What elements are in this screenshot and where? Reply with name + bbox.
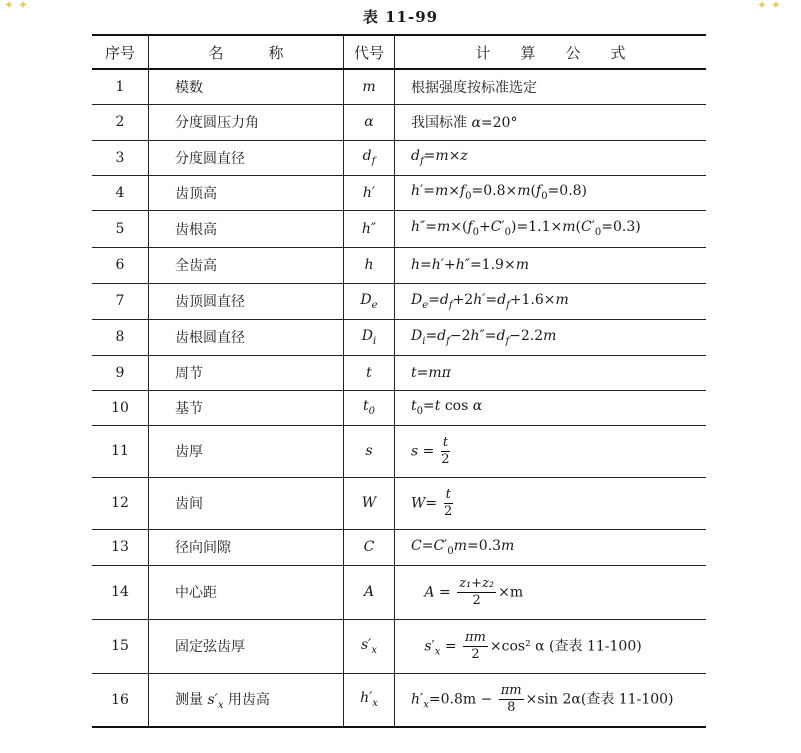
row-formula: t=mπ xyxy=(395,355,707,390)
row-formula: $h'_x=0.8m$ − $\frac{\pi m}{8}$ ×sin 2α(查表 11-100) xyxy=(395,673,707,727)
row-name: 齿根圆直径 xyxy=(149,319,344,355)
row-formula: $D_i=d_f-2h''=d_f-2.2m$ xyxy=(395,319,707,355)
table-row xyxy=(92,619,706,673)
row-code: $s'_x$ xyxy=(344,619,395,673)
header-no: 序号 xyxy=(92,35,149,69)
row-name: 齿根高 xyxy=(149,210,344,247)
table-row xyxy=(92,355,706,390)
table-row xyxy=(92,565,706,619)
row-code: W xyxy=(344,477,395,529)
table-row xyxy=(92,529,706,565)
row-name: 齿厚 xyxy=(149,425,344,477)
fraction: $\frac{\pi m}{8}$ xyxy=(500,683,522,716)
corner-mark-right: ✦ ✦ xyxy=(757,0,781,12)
header-formula: 计 算 公 式 xyxy=(395,35,707,69)
row-name: 齿顶高 xyxy=(149,175,344,210)
table-row xyxy=(92,104,706,140)
row-no: 8 xyxy=(92,319,149,355)
row-no: 11 xyxy=(92,425,149,477)
row-name: 径向间隙 xyxy=(149,529,344,565)
row-formula: 根据强度按标准选定 xyxy=(395,69,707,104)
table-row xyxy=(92,319,706,355)
row-name: 周节 xyxy=(149,355,344,390)
row-code: $h'_x$ xyxy=(344,673,395,727)
row-no: 15 xyxy=(92,619,149,673)
row-name: 模数 xyxy=(149,69,344,104)
row-code: $d_f$ xyxy=(344,140,395,175)
table-title: 表 11-99 xyxy=(362,8,439,26)
table-row xyxy=(92,175,706,210)
row-formula: 我国标准 α=20° xyxy=(395,104,707,140)
row-no: 1 xyxy=(92,69,149,104)
row-no: 9 xyxy=(92,355,149,390)
row-name: 基节 xyxy=(149,390,344,425)
fraction: $\frac{t}{2}$ xyxy=(441,434,450,467)
row-no: 4 xyxy=(92,175,149,210)
row-no: 5 xyxy=(92,210,149,247)
header-code: 代号 xyxy=(344,35,395,69)
row-code: m xyxy=(344,69,395,104)
row-name: 分度圆直径 xyxy=(149,140,344,175)
row-code: h″ xyxy=(344,210,395,247)
row-formula: $D_e=d_f+2h'=d_f+1.6\times m$ xyxy=(395,283,707,319)
row-no: 3 xyxy=(92,140,149,175)
row-code: C xyxy=(344,529,395,565)
table-row xyxy=(92,673,706,727)
row-no: 6 xyxy=(92,247,149,283)
table-row xyxy=(92,210,706,247)
row-formula: $h'=m\times f_0=0.8\times m(f_0=0.8)$ xyxy=(395,175,707,210)
row-name: 齿间 xyxy=(149,477,344,529)
row-no: 10 xyxy=(92,390,149,425)
row-no: 14 xyxy=(92,565,149,619)
row-no: 16 xyxy=(92,673,149,727)
row-formula: $C=C'_0m=0.3m$ xyxy=(395,529,707,565)
row-code: A xyxy=(344,565,395,619)
row-name: 齿顶圆直径 xyxy=(149,283,344,319)
row-formula: h=h′+h″=1.9×m xyxy=(395,247,707,283)
table-row xyxy=(92,390,706,425)
row-code: h xyxy=(344,247,395,283)
row-code: α xyxy=(344,104,395,140)
row-name: 中心距 xyxy=(149,565,344,619)
row-formula: $d_f=m\times z$ xyxy=(395,140,707,175)
table-row xyxy=(92,477,706,529)
row-code: s xyxy=(344,425,395,477)
table-header-row xyxy=(92,35,706,69)
table-row xyxy=(92,140,706,175)
row-formula: $h''=m\times(f_0+C'_0)=1.1\times m(C'_0=0.3)$ xyxy=(395,210,707,247)
row-no: 2 xyxy=(92,104,149,140)
row-formula: $s'_x$ = $\frac{\pi m}{2}$ ×cos² α (查表 11-100) xyxy=(395,619,707,673)
fraction: $\frac{\text{z₁+z₂}}{2}$ xyxy=(459,575,495,608)
table-row xyxy=(92,69,706,104)
row-formula: A = $\frac{\text{z₁+z₂}}{2}$ ×m xyxy=(395,565,707,619)
table-row xyxy=(92,283,706,319)
row-name: 固定弦齿厚 xyxy=(149,619,344,673)
row-formula: $t_0=t$ cos α xyxy=(395,390,707,425)
row-name: 测量 $s'_x$ 用齿高 xyxy=(149,673,344,727)
row-formula: W= $\frac{t}{2}$ xyxy=(395,477,707,529)
table-row xyxy=(92,425,706,477)
row-no: 12 xyxy=(92,477,149,529)
row-name: 分度圆压力角 xyxy=(149,104,344,140)
row-code: $t_0$ xyxy=(344,390,395,425)
row-code: h′ xyxy=(344,175,395,210)
row-no: 7 xyxy=(92,283,149,319)
row-code: t xyxy=(344,355,395,390)
header-name: 名 称 xyxy=(149,35,344,69)
row-name: 全齿高 xyxy=(149,247,344,283)
formula-table xyxy=(92,34,706,728)
row-code: $D_i$ xyxy=(344,319,395,355)
table-row xyxy=(92,247,706,283)
corner-mark-left: ✦ ✦ xyxy=(4,0,28,12)
fraction: $\frac{t}{2}$ xyxy=(444,486,453,519)
row-code: $D_e$ xyxy=(344,283,395,319)
fraction: $\frac{\pi m}{2}$ xyxy=(465,629,486,662)
row-no: 13 xyxy=(92,529,149,565)
row-formula: s = $\frac{t}{2}$ xyxy=(395,425,707,477)
